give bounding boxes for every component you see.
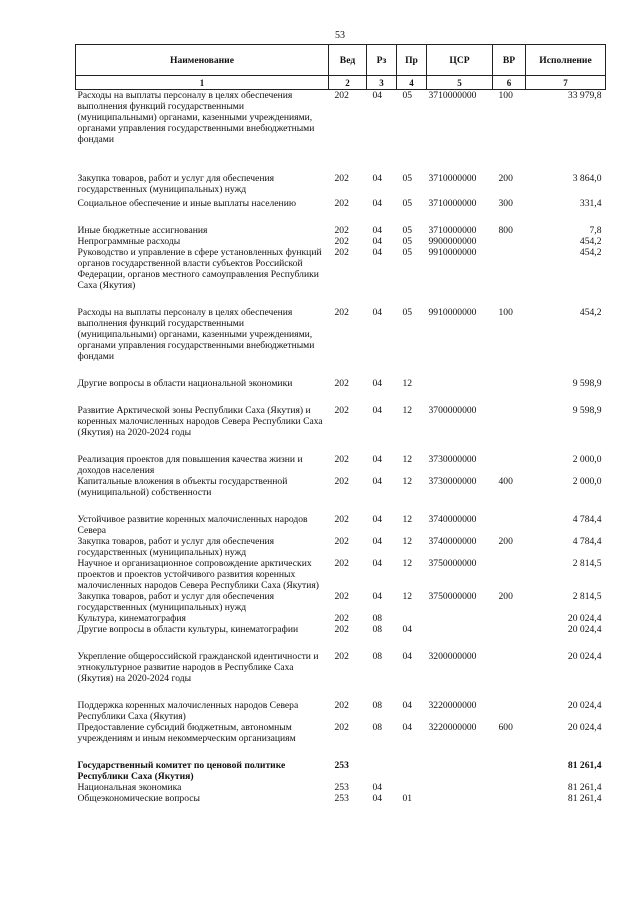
row-name: Иные бюджетные ассигнования: [77, 225, 208, 236]
row-ved: 253: [334, 760, 349, 771]
row-name: Общеэкономические вопросы: [77, 793, 200, 804]
row-pr: 12: [402, 378, 413, 389]
row-rz: 08: [372, 700, 383, 711]
row-csr: [427, 793, 493, 804]
table-row: [76, 378, 606, 405]
row-execution: 33 979,8: [567, 90, 602, 101]
table-row: [76, 247, 606, 307]
row-csr: [427, 378, 493, 405]
row-rz: 04: [372, 536, 383, 547]
row-execution: 81 261,4: [567, 782, 602, 793]
column-number: 3: [367, 76, 397, 90]
row-rz: 04: [372, 591, 383, 602]
row-vr: [493, 405, 526, 454]
row-execution: 454,2: [579, 236, 602, 247]
row-rz: 04: [372, 247, 383, 258]
row-pr: 12: [402, 476, 413, 487]
budget-execution-table: [75, 44, 606, 804]
row-name: Закупка товаров, работ и услуг для обеспечения государственных (муниципальных) нужд: [77, 173, 275, 195]
row-vr: 100: [498, 90, 513, 101]
row-pr: 12: [402, 405, 413, 416]
row-vr: 600: [498, 722, 513, 733]
row-name: Научное и организационное сопровождение арктических проектов и проектов устойчивого развития коренных малочисленных народов Севера Республики Саха (Якутия): [77, 558, 319, 591]
row-vr: 800: [498, 225, 513, 236]
row-rz: 04: [372, 307, 383, 318]
row-execution: 2 814,5: [572, 591, 602, 602]
row-ved: 202: [334, 307, 349, 318]
table-row: [76, 613, 606, 624]
row-name: Поддержка коренных малочисленных народов Севера Республики Саха (Якутия): [77, 700, 299, 722]
row-rz: 08: [372, 722, 383, 733]
row-execution: 454,2: [579, 247, 602, 258]
row-vr: 200: [498, 173, 513, 184]
row-execution: 2 000,0: [572, 476, 602, 487]
row-name: Другие вопросы в области культуры, кинематографии: [77, 624, 299, 635]
row-name: Закупка товаров, работ и услуг для обеспечения государственных (муниципальных) нужд: [77, 536, 275, 558]
row-csr: 3220000000: [428, 722, 477, 733]
row-ved: 202: [334, 173, 349, 184]
row-rz: 04: [372, 173, 383, 184]
row-execution: 454,2: [579, 307, 602, 318]
row-execution: 2 000,0: [572, 454, 602, 465]
header-execution: Исполнение: [526, 45, 606, 76]
row-pr: 04: [402, 700, 413, 711]
row-rz: 08: [372, 624, 383, 635]
table-body: [76, 90, 606, 805]
row-vr: [493, 378, 526, 405]
row-pr: 12: [402, 514, 413, 525]
table-row: [76, 90, 606, 174]
row-name: Государственный комитет по ценовой политике Республики Саха (Якутия): [77, 760, 286, 782]
row-execution: 3 864,0: [572, 173, 602, 184]
row-vr: 400: [498, 476, 513, 487]
row-rz: 04: [372, 793, 383, 804]
row-name: Расходы на выплаты персоналу в целях обеспечения выполнения функций государственными (муниципальными) органами, казенными учреждениями, органами управления государственными внебюджетными фондами: [77, 90, 315, 145]
row-execution: 20 024,4: [567, 651, 602, 662]
row-ved: 202: [334, 700, 349, 711]
page-number: 53: [335, 30, 345, 41]
row-ved: 202: [334, 651, 349, 662]
row-vr: [493, 236, 526, 247]
row-csr: 3200000000: [428, 651, 477, 662]
row-pr: 05: [402, 173, 413, 184]
row-execution: 331,4: [579, 198, 602, 209]
row-ved: 202: [334, 247, 349, 258]
row-pr: 04: [402, 651, 413, 662]
row-execution: 9 598,9: [572, 378, 602, 389]
row-ved: 202: [334, 613, 349, 624]
row-rz: 04: [372, 198, 383, 209]
row-csr: [427, 613, 493, 624]
row-name: Предоставление субсидий бюджетным, автономным учреждениям и иным некоммерческим организациям: [77, 722, 296, 744]
row-rz: 08: [372, 613, 383, 624]
row-vr: [493, 624, 526, 651]
header-pr: Пр: [397, 45, 427, 76]
row-csr: [427, 624, 493, 651]
row-csr: 3710000000: [428, 173, 477, 184]
row-name: Развитие Арктической зоны Республики Саха (Якутия) и коренных малочисленных народов Севера Республики Саха (Якутия) на 2020-2024 годы: [77, 405, 323, 438]
row-name: Культура, кинематография: [77, 613, 186, 624]
column-number-row: [76, 76, 606, 90]
table-row: [76, 225, 606, 236]
row-ved: 202: [334, 476, 349, 487]
row-vr: 200: [498, 591, 513, 602]
table-row: [76, 405, 606, 454]
row-ved: 202: [334, 514, 349, 525]
row-name: Закупка товаров, работ и услуг для обеспечения государственных (муниципальных) нужд: [77, 591, 275, 613]
row-execution: 20 024,4: [567, 722, 602, 733]
table-row: [76, 454, 606, 476]
table-row: [76, 760, 606, 782]
row-ved: 202: [334, 225, 349, 236]
row-execution: 20 024,4: [567, 613, 602, 624]
row-rz: 04: [372, 378, 383, 389]
row-execution: 4 784,4: [572, 536, 602, 547]
row-pr: 04: [402, 722, 413, 733]
table-row: [76, 173, 606, 198]
row-vr: [493, 651, 526, 700]
row-name: Реализация проектов для повышения качества жизни и доходов населения: [77, 454, 303, 476]
table-row: [76, 307, 606, 378]
table-row: [76, 476, 606, 514]
row-pr: 12: [402, 591, 413, 602]
row-rz: 04: [372, 782, 383, 793]
row-execution: 9 598,9: [572, 405, 602, 416]
row-pr: [397, 760, 427, 782]
row-ved: 202: [334, 236, 349, 247]
table-row: [76, 558, 606, 591]
row-execution: 4 784,4: [572, 514, 602, 525]
header-csr: ЦСР: [427, 45, 493, 76]
row-ved: 202: [334, 198, 349, 209]
row-vr: [493, 558, 526, 591]
row-csr: 3710000000: [428, 198, 477, 209]
row-ved: 202: [334, 378, 349, 389]
row-name: Укрепление общероссийской гражданской идентичности и этнокультурное развитие народов в Республике Саха (Якутия) на 2020-2024 годы: [77, 651, 319, 684]
row-name: Непрограммные расходы: [77, 236, 181, 247]
row-name: Устойчивое развитие коренных малочисленных народов Севера: [77, 514, 308, 536]
row-csr: 3740000000: [428, 514, 477, 525]
row-vr: [493, 782, 526, 793]
row-pr: 05: [402, 236, 413, 247]
row-pr: [397, 613, 427, 624]
table-row: [76, 624, 606, 651]
row-csr: 3740000000: [428, 536, 477, 547]
row-pr: 12: [402, 454, 413, 465]
row-name: Руководство и управление в сфере установленных функций органов государственной власти субъектов Российской Федерации, органов местного самоуправления Республики Саха (Якутия): [77, 247, 322, 291]
row-pr: 01: [402, 793, 413, 804]
row-rz: 04: [372, 454, 383, 465]
row-rz: 04: [372, 90, 383, 101]
row-vr: [493, 514, 526, 536]
row-ved: 253: [334, 793, 349, 804]
row-rz: 08: [372, 651, 383, 662]
row-ved: 202: [334, 454, 349, 465]
row-rz: 04: [372, 236, 383, 247]
row-ved: 202: [334, 722, 349, 733]
row-csr: 3730000000: [428, 454, 477, 465]
column-number: 5: [427, 76, 493, 90]
row-ved: 202: [334, 405, 349, 416]
row-csr: 9900000000: [428, 236, 477, 247]
row-pr: 05: [402, 247, 413, 258]
row-pr: 05: [402, 90, 413, 101]
table-row: [76, 514, 606, 536]
row-rz: 04: [372, 476, 383, 487]
header-vr: ВР: [493, 45, 526, 76]
column-number: 2: [329, 76, 367, 90]
row-name: Другие вопросы в области национальной экономики: [77, 378, 293, 389]
row-execution: 81 261,4: [567, 760, 602, 771]
column-number: 6: [493, 76, 526, 90]
row-csr: [427, 782, 493, 793]
row-rz: 04: [372, 405, 383, 416]
row-csr: 9910000000: [428, 247, 477, 258]
table-row: [76, 782, 606, 793]
header-ved: Вед: [329, 45, 367, 76]
row-execution: 81 261,4: [567, 793, 602, 804]
row-csr: 9910000000: [428, 307, 477, 318]
row-vr: [493, 454, 526, 476]
table-row: [76, 722, 606, 760]
row-csr: 3220000000: [428, 700, 477, 711]
row-ved: 202: [334, 90, 349, 101]
row-csr: 3710000000: [428, 90, 477, 101]
row-ved: 202: [334, 624, 349, 635]
header-row: [76, 45, 606, 76]
column-number: 7: [526, 76, 606, 90]
table-row: [76, 591, 606, 613]
table-row: [76, 536, 606, 558]
row-pr: 12: [402, 558, 413, 569]
row-execution: 20 024,4: [567, 624, 602, 635]
row-rz: 04: [372, 558, 383, 569]
row-csr: 3710000000: [428, 225, 477, 236]
row-rz: [367, 760, 397, 782]
row-csr: [427, 760, 493, 782]
row-vr: [493, 793, 526, 804]
row-vr: [493, 700, 526, 722]
row-ved: 202: [334, 591, 349, 602]
row-execution: 2 814,5: [572, 558, 602, 569]
row-csr: 3750000000: [428, 558, 477, 569]
header-rz: Рз: [367, 45, 397, 76]
row-name: Капитальные вложения в объекты государственной (муниципальной) собственности: [77, 476, 288, 498]
row-vr: 100: [498, 307, 513, 318]
row-name: Расходы на выплаты персоналу в целях обеспечения выполнения функций государственными (муниципальными) органами, казенными учреждениями, органами управления государственными внебюджетными фондами: [77, 307, 315, 362]
header-name: Наименование: [76, 45, 329, 76]
row-vr: 200: [498, 536, 513, 547]
row-csr: 3750000000: [428, 591, 477, 602]
table-row: [76, 700, 606, 722]
row-execution: 20 024,4: [567, 700, 602, 711]
row-rz: 04: [372, 225, 383, 236]
row-execution: 7,8: [589, 225, 602, 236]
table-row: [76, 651, 606, 700]
row-pr: 05: [402, 225, 413, 236]
row-vr: 300: [498, 198, 513, 209]
table-row: [76, 236, 606, 247]
row-pr: 05: [402, 198, 413, 209]
row-pr: [397, 782, 427, 793]
column-number: 1: [76, 76, 329, 90]
row-csr: 3730000000: [428, 476, 477, 487]
table-row: [76, 793, 606, 804]
row-name: Социальное обеспечение и иные выплаты населению: [77, 198, 296, 209]
row-vr: [493, 613, 526, 624]
row-rz: 04: [372, 514, 383, 525]
row-vr: [493, 247, 526, 307]
row-vr: [493, 760, 526, 782]
column-number: 4: [397, 76, 427, 90]
row-csr: 3700000000: [428, 405, 477, 416]
row-pr: 04: [402, 624, 413, 635]
row-name: Национальная экономика: [77, 782, 182, 793]
table-row: [76, 198, 606, 225]
row-pr: 05: [402, 307, 413, 318]
row-pr: 12: [402, 536, 413, 547]
row-ved: 253: [334, 782, 349, 793]
row-ved: 202: [334, 558, 349, 569]
row-ved: 202: [334, 536, 349, 547]
